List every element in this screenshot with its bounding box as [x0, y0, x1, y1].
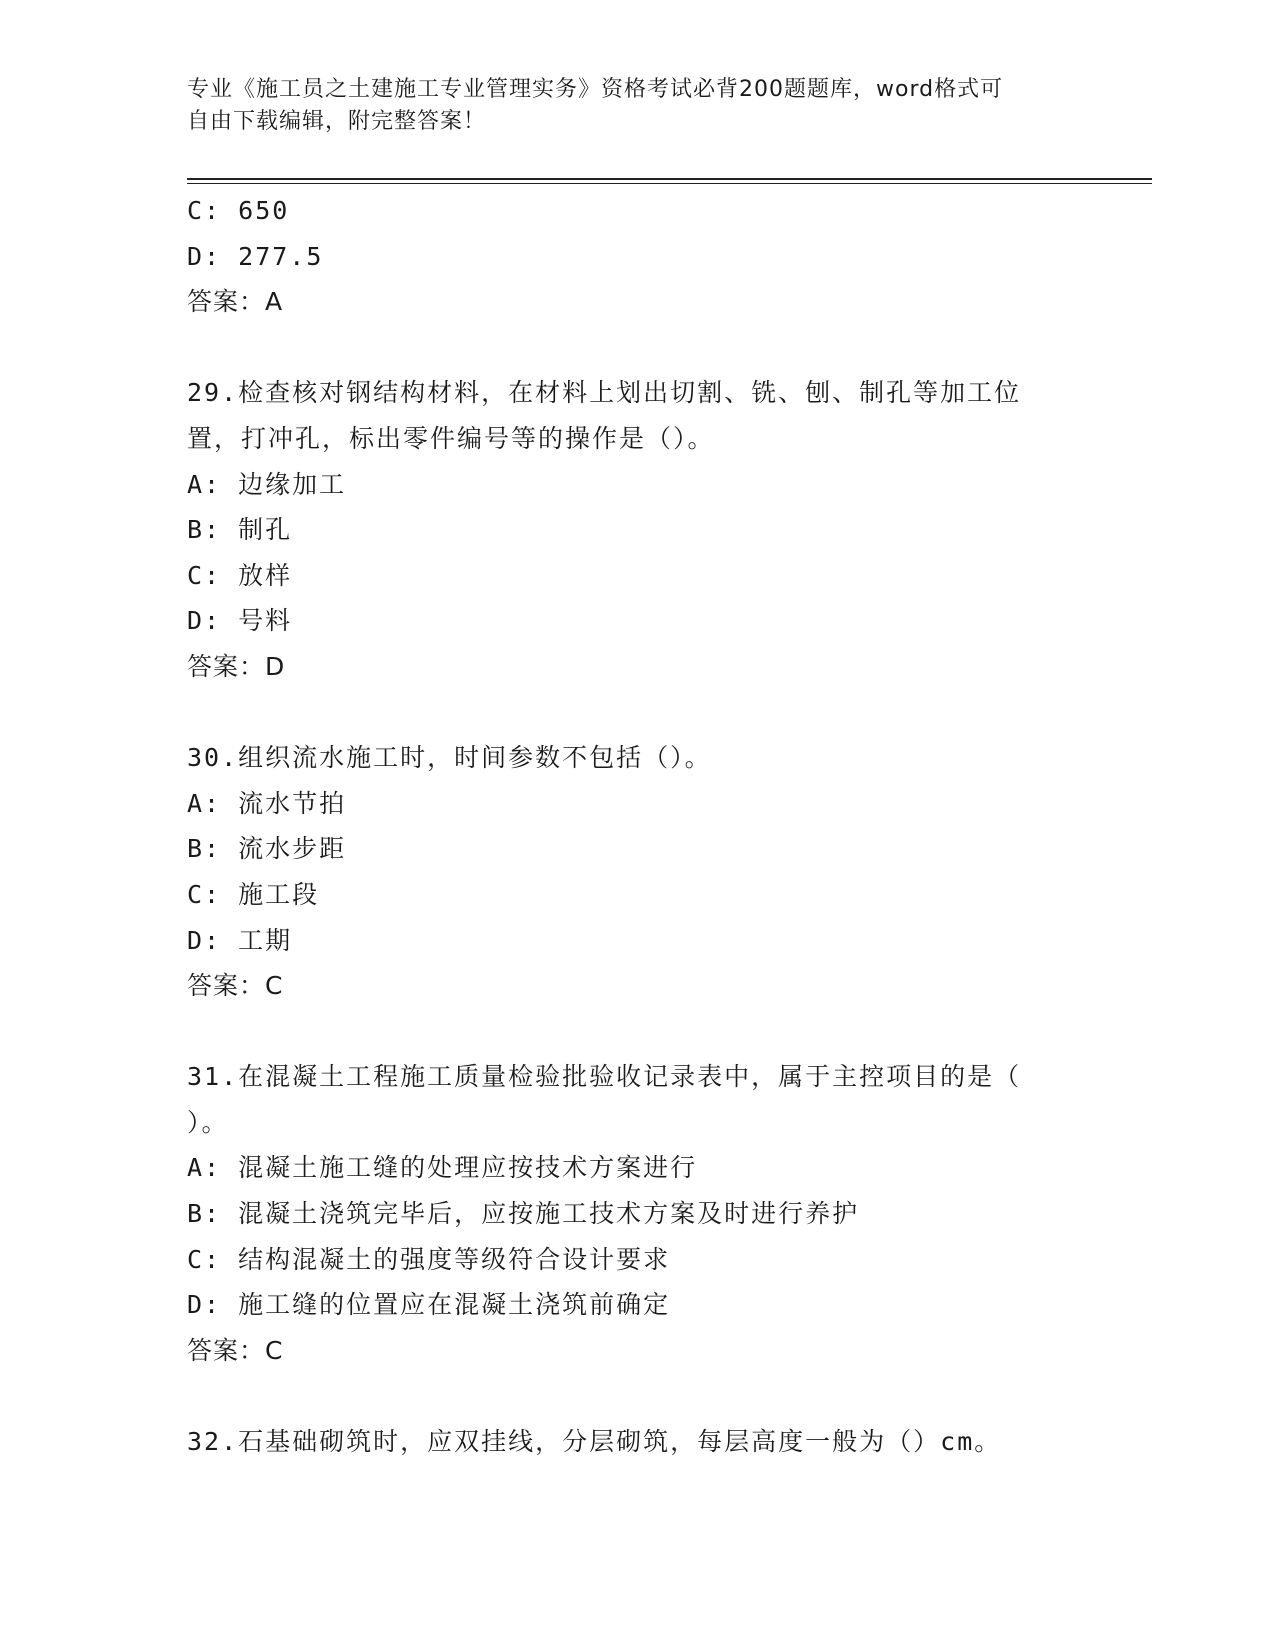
answer-line: 答案：C: [187, 971, 284, 1001]
option-d: D: 工期: [187, 925, 293, 955]
header-divider-thick: [187, 178, 1152, 180]
option-c: C: 650: [187, 196, 290, 225]
option-a: A: 流水节拍: [187, 788, 347, 818]
question-block-32: [187, 1419, 1087, 1465]
spacer: [187, 1373, 1087, 1419]
question-block-28-tail: [187, 188, 1087, 325]
question-block-29: [187, 370, 1087, 689]
question-stem: ）。: [187, 1107, 229, 1137]
answer-line: 答案：A: [187, 287, 284, 317]
option-c: C: 放样: [187, 560, 293, 590]
option-d: D: 施工缝的位置应在混凝土浇筑前确定: [187, 1290, 671, 1320]
option-d: D: 277.5: [187, 241, 324, 271]
option-d: D: 号料: [187, 606, 293, 636]
question-block-30: [187, 735, 1087, 1009]
question-stem: 31.在混凝土工程施工质量检验批验收记录表中，属于主控项目的是（: [187, 1062, 1022, 1092]
option-b: B: 制孔: [187, 515, 293, 545]
spacer: [187, 690, 1087, 736]
question-stem: 30.组织流水施工时，时间参数不包括（）。: [187, 743, 712, 773]
answer-line: 答案：C: [187, 1335, 284, 1365]
question-stem: 置，打冲孔，标出零件编号等的操作是（）。: [187, 423, 715, 453]
option-a: A: 边缘加工: [187, 469, 347, 499]
document-body: [187, 188, 1087, 1465]
question-stem: 29.检查核对钢结构材料，在材料上划出切割、铣、刨、制孔等加工位: [187, 378, 1022, 408]
option-c: C: 施工段: [187, 879, 320, 909]
option-b: B: 流水步距: [187, 834, 347, 864]
document-header: [187, 74, 1067, 138]
question-stem: 32.石基础砌筑时，应双挂线，分层砌筑，每层高度一般为（）cm。: [187, 1427, 1002, 1457]
option-c: C: 结构混凝土的强度等级符合设计要求: [187, 1244, 671, 1274]
option-b: B: 混凝土浇筑完毕后，应按施工技术方案及时进行养护: [187, 1199, 860, 1229]
answer-line: 答案：D: [187, 651, 286, 681]
header-line-1: 专业《施工员之土建施工专业管理实务》资格考试必背200题题库，word格式可: [187, 77, 1004, 102]
spacer: [187, 325, 1087, 371]
option-a: A: 混凝土施工缝的处理应按技术方案进行: [187, 1153, 698, 1183]
header-line-2: 自由下载编辑，附完整答案！: [187, 109, 487, 134]
header-divider-thin: [187, 183, 1152, 184]
question-block-31: [187, 1054, 1087, 1373]
spacer: [187, 1009, 1087, 1055]
